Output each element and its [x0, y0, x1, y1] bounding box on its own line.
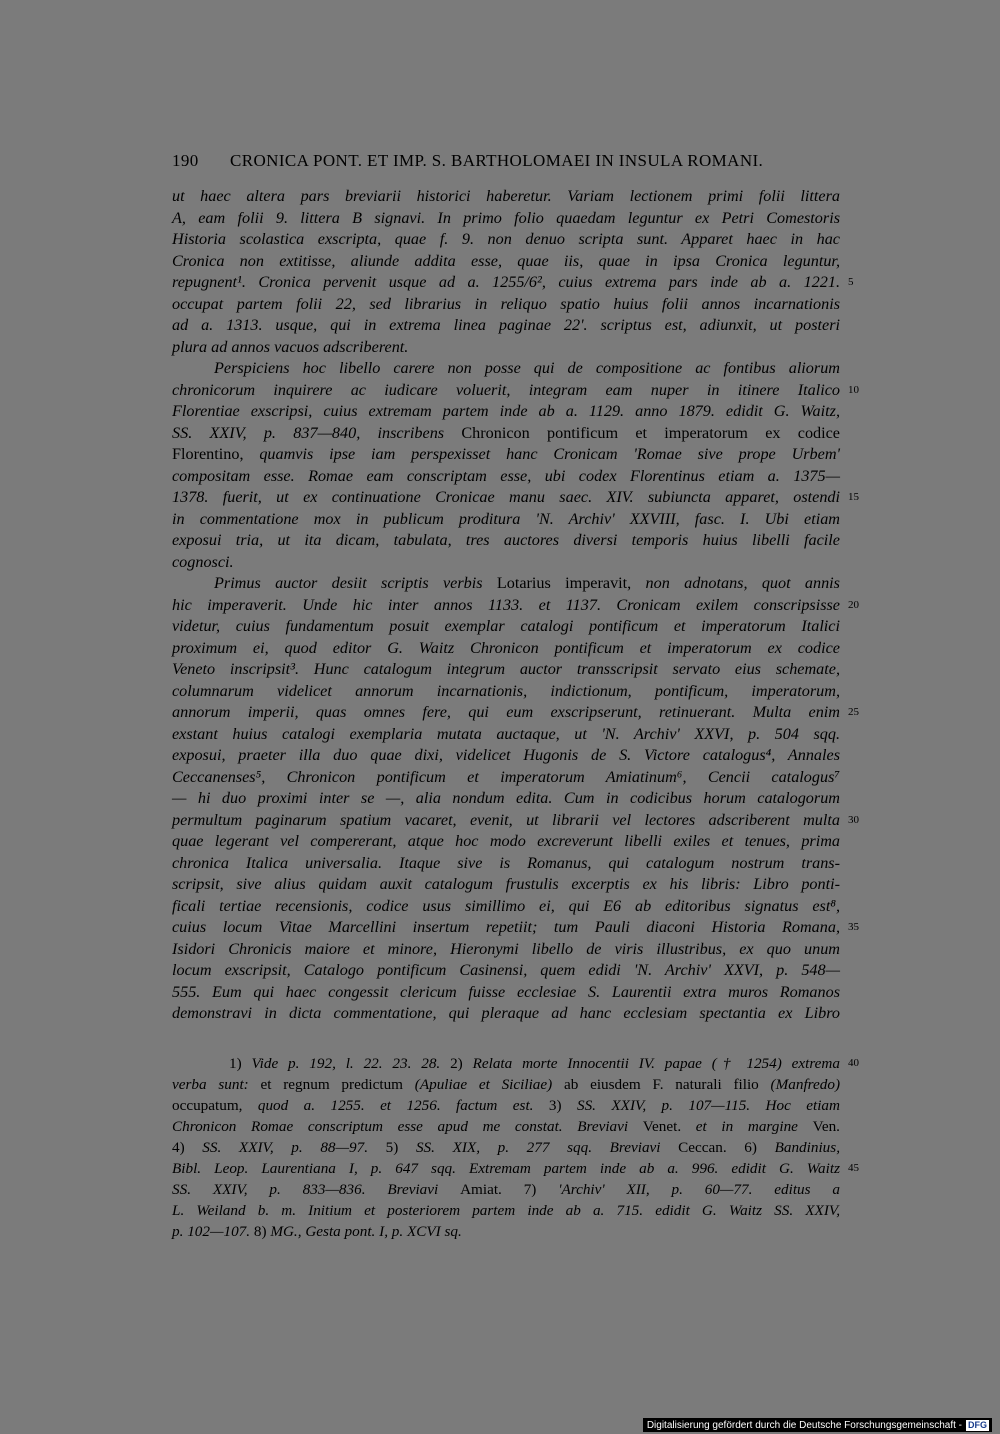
text-line	[172, 616, 840, 638]
text-segment: Ceccanenses⁵, Chronicon pontificum et imperatorum Amiatinum⁶, Cencii catalogus⁷	[172, 767, 840, 786]
text-line	[172, 530, 840, 552]
text-line	[172, 595, 859, 617]
text-line	[172, 831, 840, 853]
text-line	[172, 380, 859, 402]
running-header	[172, 151, 812, 171]
text-segment: A, eam folii 9. littera B signavi. In primo folio quaedam leguntur ex Petri Comestoris	[172, 208, 840, 227]
text-segment: Historia scolastica exscripta, quae f. 9. non denuo scripta sunt. Apparet haec in hac	[172, 230, 840, 248]
text-segment: 7)	[523, 1181, 559, 1198]
text-line	[172, 1003, 840, 1025]
text-line	[172, 401, 840, 423]
text-segment: Perspiciens hoc libello carere non posse qui de compositione ac fontibus aliorum	[214, 359, 840, 377]
text-segment: permultum paginarum spatium vacaret, evenit, ut librarii vel lectores adscriberent multa	[172, 810, 840, 829]
text-segment: 'Archiv' XII, p. 60—77. editus a	[558, 1181, 840, 1198]
text-segment: 6)	[744, 1139, 775, 1156]
text-line	[172, 466, 840, 488]
footnotes	[172, 1053, 859, 1242]
text-line	[172, 638, 840, 660]
text-segment: scripsit, sive alius quidam auxit catalogum frustulis excerptis ex his libris: Libro ponti-	[172, 875, 840, 893]
footnote-line	[172, 1179, 840, 1200]
text-line	[172, 745, 840, 767]
text-segment: exposui, praeter illa duo quae dixi, videlicet Hugonis de S. Victore catalogus⁴, Annales	[172, 746, 840, 764]
text-segment: occupat partem folii 22, sed librarius in reliquo spatio huius folii annos incarnationis	[172, 294, 840, 313]
text-line	[172, 939, 840, 961]
text-segment: quod a. 1255. et 1256. factum est.	[257, 1097, 549, 1114]
footnote-line	[172, 1200, 840, 1221]
text-line	[172, 917, 859, 939]
text-segment: Amiat.	[460, 1181, 524, 1198]
text-line	[172, 724, 840, 746]
text-segment: locum exscripsit, Catalogo pontificum Casinensi, quem edidi 'N. Archiv' XXVI, p. 548—	[172, 961, 840, 979]
footnote-line	[172, 1053, 859, 1074]
text-segment: plura ad annos vacuos adscriberent.	[172, 337, 409, 356]
text-segment: ut haec altera pars breviarii historici haberetur. Variam lectionem primi folii littera	[172, 187, 840, 205]
text-segment: SS. XIX, p. 277 sqq. Breviavi	[415, 1139, 679, 1156]
text-segment: 2)	[450, 1055, 473, 1072]
text-segment: chronicorum inquirere ac iudicare voluerit, integram eam nuper in itinere Italico	[172, 380, 840, 399]
text-segment: p. 102—107.	[172, 1223, 254, 1240]
text-segment: videtur, cuius fundamentum posuit exemplar catalogi pontificum et imperatorum Italici	[172, 617, 840, 635]
body-text	[172, 186, 859, 1025]
text-segment: repugnent¹. Cronica pervenit usque ad a. 1255/6², cuius extrema pars inde ab a. 1221.	[172, 273, 840, 291]
line-number: 30	[848, 813, 859, 826]
text-segment: 5)	[385, 1139, 416, 1156]
text-segment: verba sunt:	[172, 1076, 261, 1093]
line-number: 20	[848, 598, 859, 611]
text-segment: Ceccan.	[678, 1139, 745, 1156]
text-line	[172, 960, 840, 982]
digitization-footer	[643, 1418, 992, 1432]
text-line	[172, 552, 840, 574]
line-number: 10	[848, 383, 859, 396]
text-segment: et in margine	[695, 1118, 813, 1135]
text-segment: SS. XXIV, p. 88—97.	[202, 1139, 386, 1156]
text-line	[172, 251, 840, 273]
text-segment: Vide p. 192, l. 22. 23. 28.	[251, 1055, 451, 1072]
text-line	[172, 767, 840, 789]
text-line	[172, 294, 840, 316]
footer-credit: Digitalisierung gefördert durch die Deutsche Forschungsgemeinschaft -	[646, 1419, 962, 1431]
text-segment: proximum ei, quod editor G. Waitz Chronicon pontificum et imperatorum ex codice	[172, 638, 840, 657]
text-segment: ad a. 1313. usque, qui in extrema linea paginae 22'. scriptus est, adiunxit, ut posteri	[172, 316, 840, 334]
text-segment: Florentino,	[172, 445, 260, 463]
text-line	[172, 208, 840, 230]
text-segment: Lotarius imperavit,	[496, 574, 646, 592]
line-number: 25	[848, 706, 859, 718]
line-number: 40	[848, 1057, 859, 1069]
text-line	[172, 702, 859, 724]
text-segment: annorum imperii, quas omnes fere, qui eum exscripserunt, retinuerant. Multa enim	[172, 703, 840, 721]
text-segment: (Manfredo)	[770, 1076, 840, 1093]
text-segment: Cronica non extitisse, aliunde addita esse, quae iis, quae in ipsa Cronica leguntur,	[172, 251, 840, 270]
dfg-logo: DFG	[968, 1419, 987, 1430]
text-segment: L. Weiland b. m. Initium et posteriorem partem inde ab a. 715. edidit G. Waitz SS. XXIV,	[172, 1202, 840, 1219]
text-segment: demonstravi in dicta commentatione, qui pleraque ad hanc ecclesiam spectantia ex Libro	[172, 1004, 840, 1022]
text-line	[172, 982, 840, 1004]
text-line	[172, 874, 840, 896]
text-segment: Chronicon Romae conscriptum esse apud me constat. Breviavi	[172, 1118, 643, 1135]
footnote-line	[172, 1158, 859, 1179]
text-line	[172, 315, 840, 337]
text-segment: Ven.	[812, 1118, 840, 1135]
text-segment: exstant huius catalogi exemplaria mutata auctaque, ut 'N. Archiv' XXVI, p. 504 sqq.	[172, 724, 840, 743]
text-segment: exposui tria, ut ita dicam, tabulata, tres auctores diversi temporis huius libelli facile	[172, 531, 840, 549]
footnote-line	[172, 1221, 840, 1242]
text-segment: 8)	[253, 1223, 271, 1240]
text-line	[172, 229, 840, 251]
text-segment: 555. Eum qui haec congessit clericum fuisse ecclesiae S. Laurentii extra muros Romanos	[172, 982, 840, 1001]
text-line	[172, 509, 840, 531]
text-line	[172, 358, 840, 380]
text-segment: Florentiae exscripsi, cuius extremam partem inde ab a. 1129. anno 1879. edidit G. Waitz,	[172, 402, 840, 420]
text-segment: quamvis ipse iam perspexisset hanc Cronicam 'Romae sive prope Urbem'	[259, 445, 840, 463]
text-segment: ficali tertiae recensionis, codice usus simillimo ei, qui E6 ab editoribus signatus est⁸,	[172, 896, 840, 915]
text-segment: 1378. fuerit, ut ex continuatione Cronicae manu saec. XIV. subiuncta apparet, ostendi	[172, 488, 840, 506]
text-line	[172, 573, 840, 595]
line-number: 5	[848, 276, 854, 288]
running-title: CRONICA PONT. ET IMP. S. BARTHOLOMAEI IN INSULA ROMANI.	[230, 151, 764, 170]
text-segment: in commentatione mox in publicum proditura 'N. Archiv' XXVIII, fasc. I. Ubi etiam	[172, 509, 840, 528]
text-segment: hic imperaverit. Unde hic inter annos 1133. et 1137. Cronicam exilem conscripsisse	[172, 595, 840, 614]
text-line	[172, 659, 840, 681]
text-line	[172, 810, 859, 832]
text-segment: et regnum predictum	[260, 1076, 415, 1093]
text-segment: SS. XXIV, p. 833—836. Breviavi	[172, 1181, 461, 1198]
text-segment: 3)	[548, 1097, 577, 1114]
footnote-line	[172, 1116, 840, 1137]
text-segment: 4)	[172, 1139, 203, 1156]
line-number: 15	[848, 491, 859, 503]
text-line	[172, 788, 840, 810]
text-segment: SS. XXIV, p. 837—840, inscribens	[172, 423, 462, 442]
text-segment: columnarum videlicet annorum incarnationis, indictionum, pontificum, imperatorum,	[172, 681, 840, 700]
footnote-line	[172, 1095, 840, 1116]
text-segment: ab eiusdem F. naturali filio	[563, 1076, 771, 1093]
line-number: 35	[848, 921, 859, 933]
text-segment: non adnotans, quot annis	[645, 574, 840, 592]
text-segment: — hi duo proximi inter se —, alia nondum edita. Cum in codicibus horum catalogorum	[172, 789, 840, 807]
text-segment: Isidori Chronicis maiore et minore, Hieronymi libello de viris illustribus, ex quo unum	[172, 939, 840, 958]
text-segment: Chronicon pontificum et imperatorum ex codice	[461, 423, 840, 442]
line-number: 45	[848, 1162, 859, 1174]
text-segment: Primus auctor desiit scriptis verbis	[214, 574, 497, 592]
text-line	[172, 853, 840, 875]
text-segment: cuius locum Vitae Marcellini insertum repetiit; tum Pauli diaconi Historia Romana,	[172, 918, 840, 936]
text-segment: Relata morte Innocentii IV. papae († 1254) extrema	[472, 1055, 840, 1072]
footnote-line	[172, 1137, 840, 1158]
text-segment: Veneto inscripsit³. Hunc catalogum integrum auctor transscripsit servato eius schemate,	[172, 660, 840, 678]
text-line	[172, 487, 859, 509]
text-segment: MG., Gesta pont. I, p. XCVI sq.	[270, 1223, 462, 1240]
page-number: 190	[172, 151, 199, 170]
text-segment: (Apuliae et Siciliae)	[414, 1076, 564, 1093]
text-line	[172, 272, 854, 294]
footnote-line	[172, 1074, 840, 1095]
text-segment: occupatum,	[172, 1097, 258, 1114]
text-line	[172, 681, 840, 703]
text-line	[172, 444, 840, 466]
text-line	[172, 423, 840, 445]
text-segment: chronica Italica universalia. Itaque sive is Romanus, qui catalogum nostrum trans-	[172, 853, 840, 872]
text-segment: compositam esse. Romae eam conscriptam esse, ubi codex Florentinus etiam a. 1375—	[172, 466, 840, 485]
text-segment: cognosci.	[172, 552, 234, 571]
text-segment: SS. XXIV, p. 107—115. Hoc etiam	[576, 1097, 840, 1114]
text-segment: Bibl. Leop. Laurentiana I, p. 647 sqq. Extremam partem inde ab a. 996. edidit G. Waitz	[172, 1160, 840, 1177]
text-line	[172, 896, 840, 918]
text-line	[172, 186, 840, 208]
text-line	[172, 337, 840, 359]
text-segment: quae legerant vel compererant, atque hoc modo excreverunt libelli exiles et tenues, prima	[172, 832, 840, 850]
text-segment: 1)	[229, 1055, 252, 1072]
text-segment: Bandinius,	[774, 1139, 840, 1156]
text-segment: Venet.	[642, 1118, 696, 1135]
